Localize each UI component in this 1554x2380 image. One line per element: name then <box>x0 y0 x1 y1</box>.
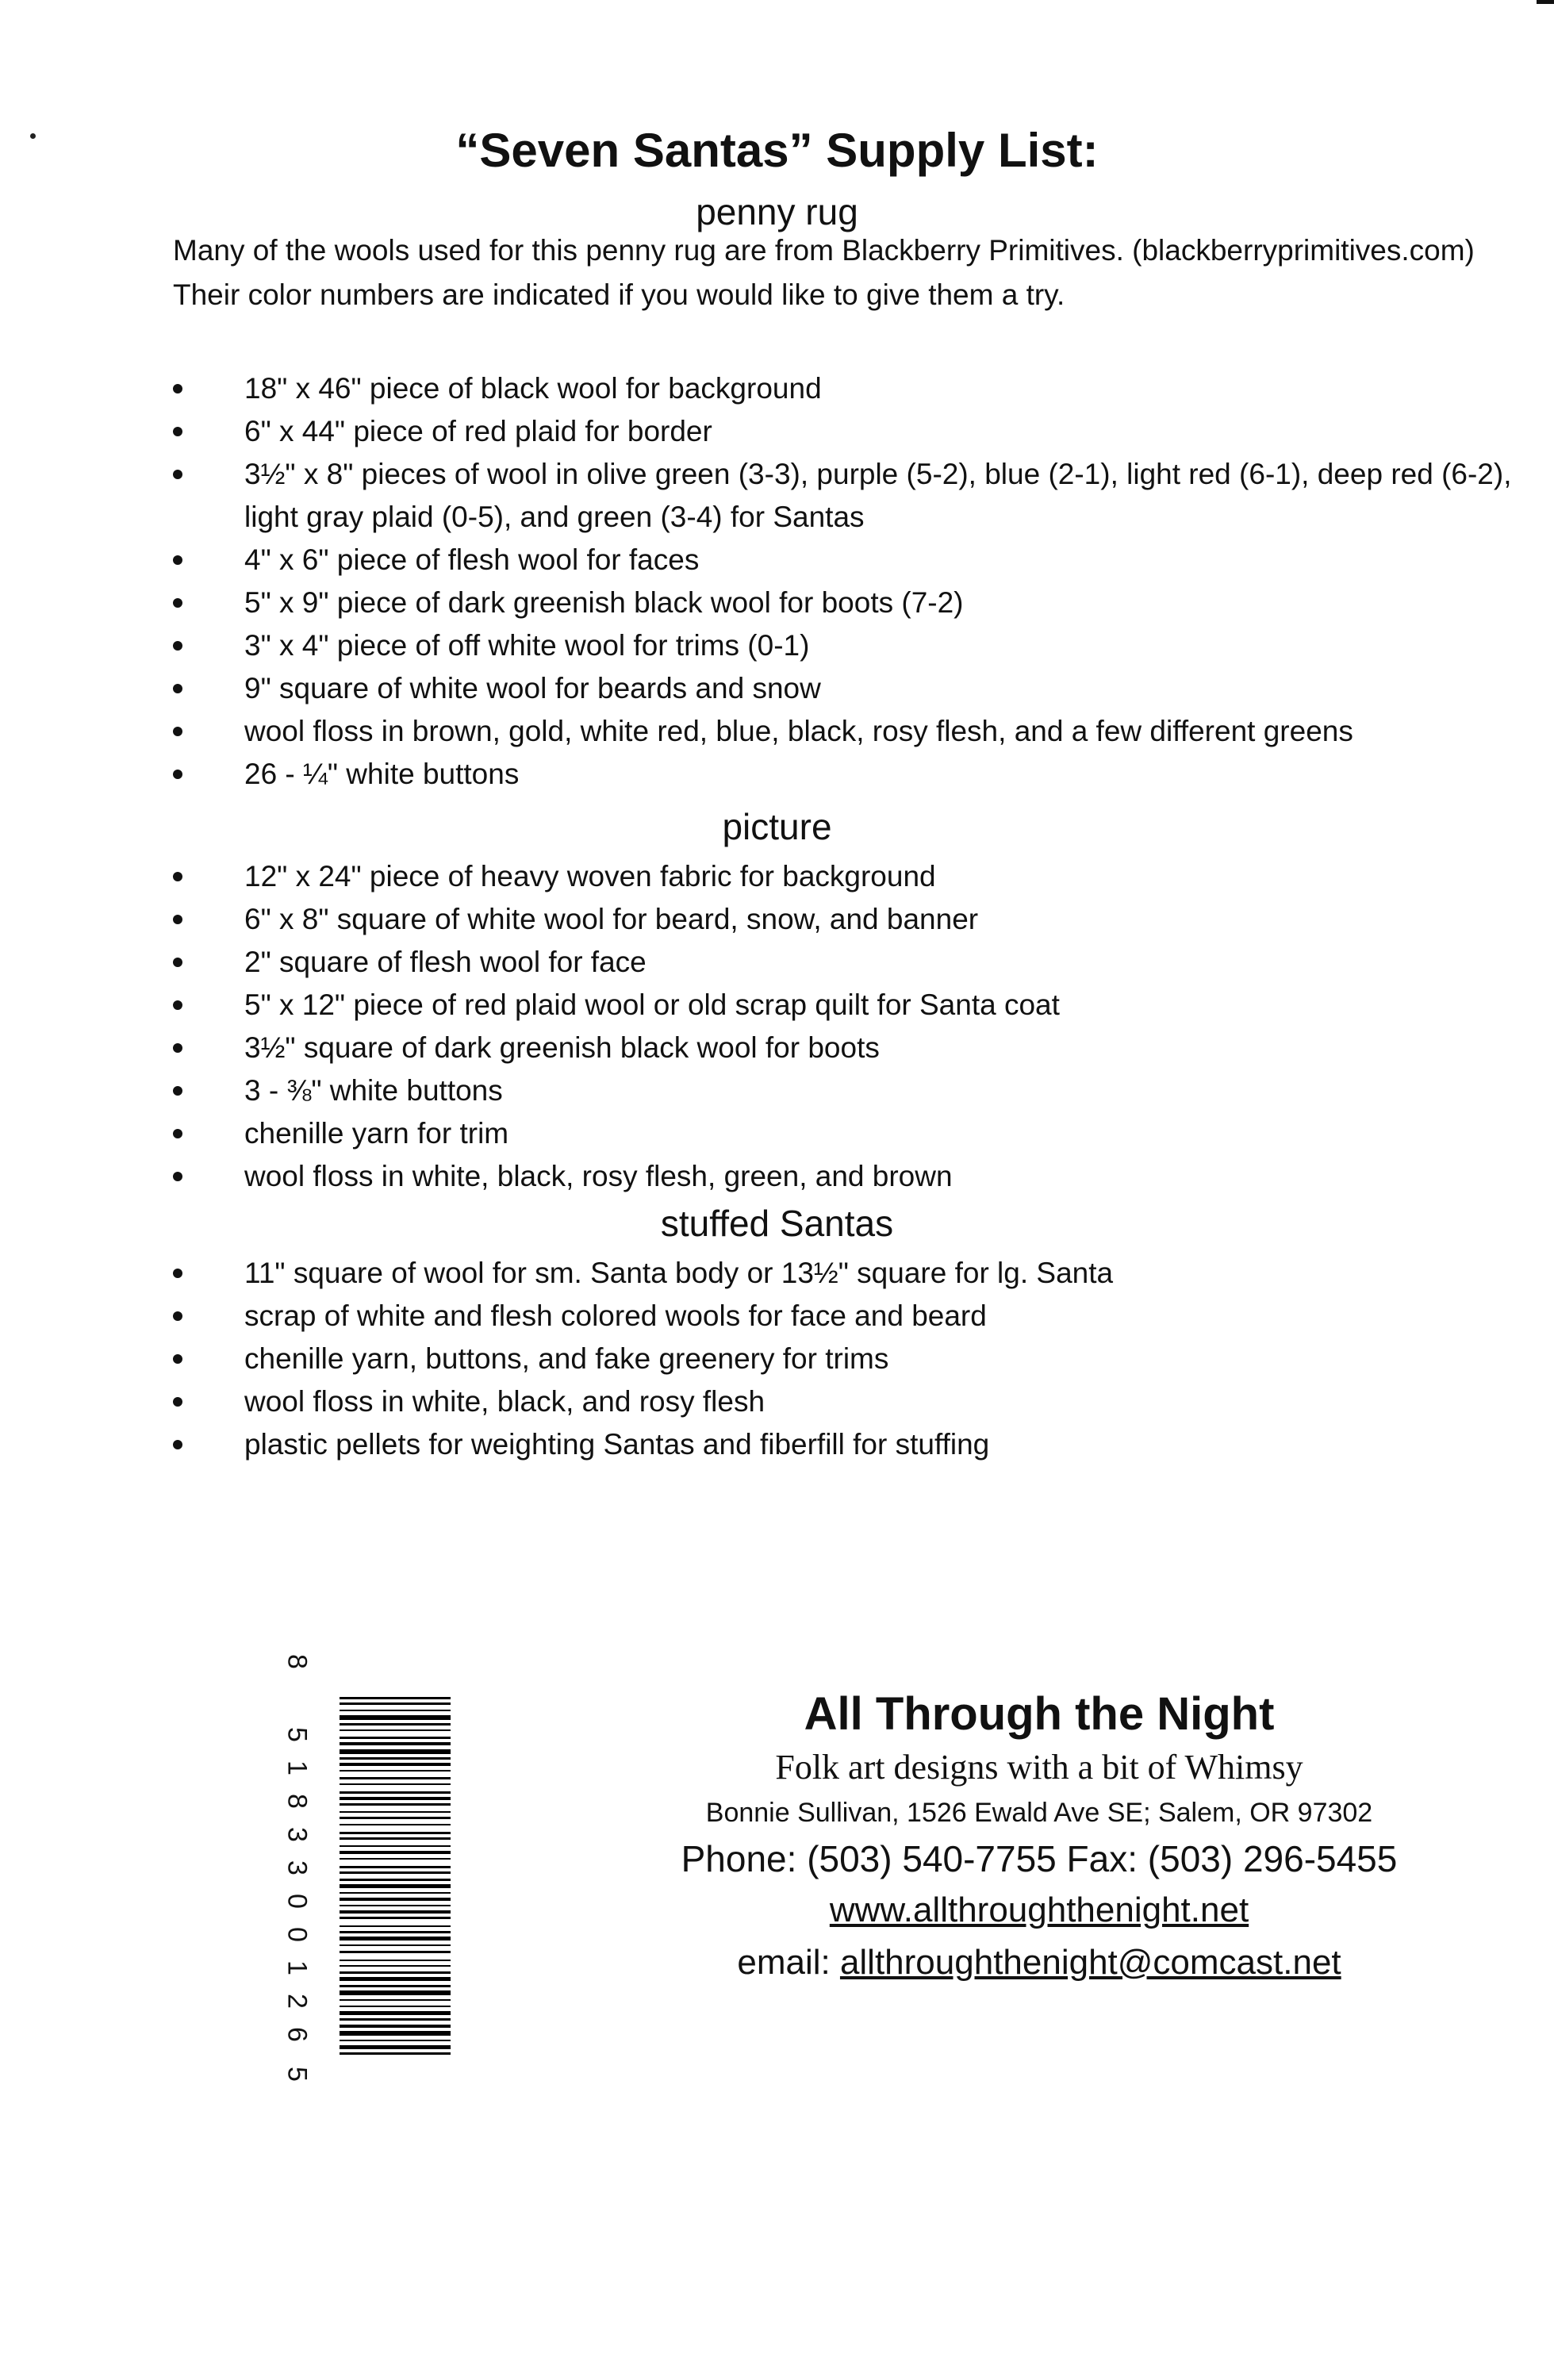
bullet-icon <box>173 598 182 608</box>
email-line <box>603 1937 1475 1989</box>
barcode-bar <box>340 1742 451 1745</box>
barcode-bar <box>340 1729 451 1731</box>
barcode-bar <box>340 1937 451 1940</box>
barcode-bar <box>340 1917 451 1919</box>
page-title: “Seven Santas” Supply List: <box>455 124 1099 177</box>
penny-rug-item-text: 6" x 44" piece of red plaid for border <box>244 415 712 447</box>
picture-item <box>173 1155 1521 1198</box>
barcode-bar <box>340 1985 451 1987</box>
barcode-bar <box>340 1837 451 1840</box>
bullet-icon <box>173 1129 182 1138</box>
barcode-bar <box>340 2031 451 2036</box>
phone-fax-line: Phone: (503) 540-7755 Fax: (503) 296-5455 <box>681 1838 1398 1879</box>
picture-item-text: 2" square of flesh wool for face <box>244 946 647 978</box>
stuffed-santas-item-text: scrap of white and flesh colored wools for face and beard <box>244 1299 987 1332</box>
penny-rug-item-text: 5" x 9" piece of dark greenish black wool for boots (7-2) <box>244 586 964 619</box>
barcode-bar <box>340 1715 451 1720</box>
picture-item <box>173 855 1521 898</box>
barcode-digit: 0 <box>282 1894 313 1909</box>
bullet-icon <box>173 958 182 967</box>
barcode-bar <box>340 1944 451 1946</box>
contact-block <box>603 1686 1475 1989</box>
barcode-bar <box>340 1931 451 1933</box>
bullet-icon <box>173 1086 182 1096</box>
stuffed-santas-item <box>173 1423 1521 1466</box>
barcode-bar <box>340 1777 451 1779</box>
barcode-digit: 1 <box>282 1960 313 1975</box>
barcode-bar <box>340 2052 451 2055</box>
penny-rug-item-text: 3" x 4" piece of off white wool for trims (0-1) <box>244 629 810 662</box>
barcode-bars <box>340 1697 451 2059</box>
penny-rug-item-text: 4" x 6" piece of flesh wool for faces <box>244 543 700 576</box>
picture-item-text: 6" x 8" square of white wool for beard, snow, and banner <box>244 903 979 935</box>
email-label: email: <box>737 1943 840 1982</box>
barcode-bar <box>340 1977 451 1981</box>
barcode-bar <box>340 2011 451 2015</box>
barcode-bar <box>340 1737 451 1739</box>
barcode-bar <box>340 1803 451 1806</box>
scan-corner-mark <box>1537 0 1554 4</box>
penny-rug-heading: penny rug <box>696 191 858 232</box>
barcode-bar <box>340 1951 451 1953</box>
company-name: All Through the Night <box>804 1688 1275 1740</box>
barcode-bar <box>340 1910 451 1914</box>
barcode-digit: 5 <box>282 1727 313 1742</box>
barcode-bar <box>340 1697 451 1699</box>
barcode-bar <box>340 1702 451 1705</box>
barcode-digit: 8 <box>282 1794 313 1809</box>
picture-item-text: 3½" square of dark greenish black wool for boots <box>244 1031 880 1064</box>
barcode-bar <box>340 1898 451 1901</box>
stuffed-santas-list <box>173 1252 1521 1466</box>
bullet-icon <box>173 470 182 479</box>
bullet-icon <box>173 770 182 779</box>
penny-rug-item <box>173 367 1521 410</box>
picture-heading: picture <box>722 806 832 847</box>
bullet-icon <box>173 384 182 393</box>
barcode-bar <box>340 1851 451 1854</box>
barcode-bar <box>340 1749 451 1754</box>
penny-rug-item <box>173 667 1521 710</box>
bullet-icon <box>173 1440 182 1449</box>
email-link[interactable]: allthroughthenight@comcast.net <box>839 1943 1341 1982</box>
company-address: Bonnie Sullivan, 1526 Ewald Ave SE; Salem, OR 97302 <box>705 1798 1373 1828</box>
picture-item <box>173 941 1521 984</box>
barcode-bar <box>340 1905 451 1906</box>
bullet-icon <box>173 641 182 651</box>
penny-rug-item <box>173 753 1521 796</box>
bullet-icon <box>173 872 182 881</box>
penny-rug-item-text: 3½" x 8" pieces of wool in olive green (3-3), purple (5-2), blue (2-1), light red (6-1), deep red (6-2), light gray plaid (0-5), and green (3-4) for Santas <box>244 458 1512 533</box>
barcode-digit: 2 <box>282 1994 313 2009</box>
stuffed-santas-heading: stuffed Santas <box>660 1203 894 1244</box>
barcode-bottom-digit: 5 <box>282 2067 313 2082</box>
penny-rug-item-text: 18" x 46" piece of black wool for background <box>244 372 822 405</box>
barcode-digit: 3 <box>282 1860 313 1875</box>
barcode <box>270 1646 468 2090</box>
picture-item <box>173 1069 1521 1112</box>
barcode-bar <box>340 1858 451 1860</box>
stuffed-santas-item <box>173 1338 1521 1380</box>
barcode-bar <box>340 1866 451 1868</box>
barcode-digit: 6 <box>282 2027 313 2042</box>
barcode-bar <box>340 1884 451 1888</box>
company-tagline: Folk art designs with a bit of Whimsy <box>775 1748 1303 1787</box>
barcode-bar <box>340 1797 451 1800</box>
barcode-bar <box>340 1763 451 1766</box>
bullet-icon <box>173 1397 182 1407</box>
bullet-icon <box>173 1043 182 1053</box>
barcode-bar <box>340 1871 451 1874</box>
barcode-bar <box>340 1824 451 1825</box>
barcode-bar <box>340 2045 451 2049</box>
bullet-icon <box>173 1269 182 1278</box>
penny-rug-item <box>173 624 1521 667</box>
penny-rug-list <box>173 367 1521 796</box>
picture-item-text: chenille yarn for trim <box>244 1117 509 1150</box>
barcode-bar <box>340 1960 451 1961</box>
stuffed-santas-item-text: 11" square of wool for sm. Santa body or 13½" square for lg. Santa <box>244 1257 1114 1289</box>
barcode-bar <box>340 1723 451 1726</box>
penny-rug-item <box>173 410 1521 453</box>
website-link[interactable]: www.allthroughthenight.net <box>829 1891 1249 1929</box>
stuffed-santas-item-text: plastic pellets for weighting Santas and fiberfill for stuffing <box>244 1428 990 1461</box>
penny-rug-item-text: 26 - ¼" white buttons <box>244 758 520 790</box>
penny-rug-item-text: 9" square of white wool for beards and snow <box>244 672 821 704</box>
barcode-digit: 0 <box>282 1927 313 1942</box>
barcode-bar <box>340 1710 451 1711</box>
bullet-icon <box>173 1172 182 1181</box>
barcode-digit: 3 <box>282 1827 313 1842</box>
barcode-bar <box>340 2018 451 2021</box>
bullet-icon <box>173 915 182 924</box>
bullet-icon <box>173 1311 182 1321</box>
barcode-bar <box>340 1832 451 1834</box>
penny-rug-intro: Many of the wools used for this penny rug are from Blackberry Primitives. (blackberryprimitives.com) Their color numbers are indicated if you would like to give them a try. <box>173 234 1475 311</box>
barcode-bar <box>340 2025 451 2028</box>
stuffed-santas-item-text: chenille yarn, buttons, and fake greenery for trims <box>244 1342 889 1375</box>
barcode-bar <box>340 1925 451 1927</box>
bullet-icon <box>173 727 182 736</box>
stuffed-santas-item <box>173 1295 1521 1338</box>
picture-item-text: 3 - ⅜" white buttons <box>244 1074 503 1107</box>
penny-rug-item <box>173 539 1521 582</box>
stuffed-santas-item-text: wool floss in white, black, and rosy flesh <box>244 1385 765 1418</box>
bullet-icon <box>173 684 182 693</box>
bullet-icon <box>173 1354 182 1364</box>
barcode-top-digit: 8 <box>282 1654 313 1669</box>
barcode-bar <box>340 2006 451 2007</box>
barcode-bar <box>340 1965 451 1967</box>
penny-rug-item <box>173 453 1521 539</box>
penny-rug-item <box>173 582 1521 624</box>
barcode-bar <box>340 1783 451 1785</box>
picture-item <box>173 984 1521 1027</box>
picture-item-text: 5" x 12" piece of red plaid wool or old scrap quilt for Santa coat <box>244 988 1060 1021</box>
barcode-bar <box>340 1811 451 1813</box>
picture-item-text: wool floss in white, black, rosy flesh, green, and brown <box>244 1160 953 1192</box>
stuffed-santas-item <box>173 1252 1521 1295</box>
barcode-bar <box>340 1971 451 1974</box>
bullet-icon <box>173 427 182 436</box>
barcode-bar <box>340 1817 451 1819</box>
picture-item-text: 12" x 24" piece of heavy woven fabric for background <box>244 860 936 892</box>
penny-rug-item-text: wool floss in brown, gold, white red, blue, black, rosy flesh, and a few different greens <box>244 715 1353 747</box>
picture-item <box>173 898 1521 941</box>
barcode-bar <box>340 1999 451 2001</box>
barcode-bar <box>340 1757 451 1760</box>
penny-rug-item <box>173 710 1521 753</box>
bullet-icon <box>173 1000 182 1010</box>
barcode-bar <box>340 1791 451 1794</box>
barcode-bar <box>340 1879 451 1881</box>
bullet-icon <box>173 555 182 565</box>
stuffed-santas-item <box>173 1380 1521 1423</box>
picture-list <box>173 855 1521 1198</box>
barcode-bar <box>340 1845 451 1847</box>
picture-item <box>173 1027 1521 1069</box>
barcode-bar <box>340 2040 451 2041</box>
barcode-bar <box>340 1770 451 1772</box>
barcode-bar <box>340 1892 451 1894</box>
barcode-digit: 1 <box>282 1760 313 1775</box>
barcode-bar <box>340 1990 451 1995</box>
picture-item <box>173 1112 1521 1155</box>
